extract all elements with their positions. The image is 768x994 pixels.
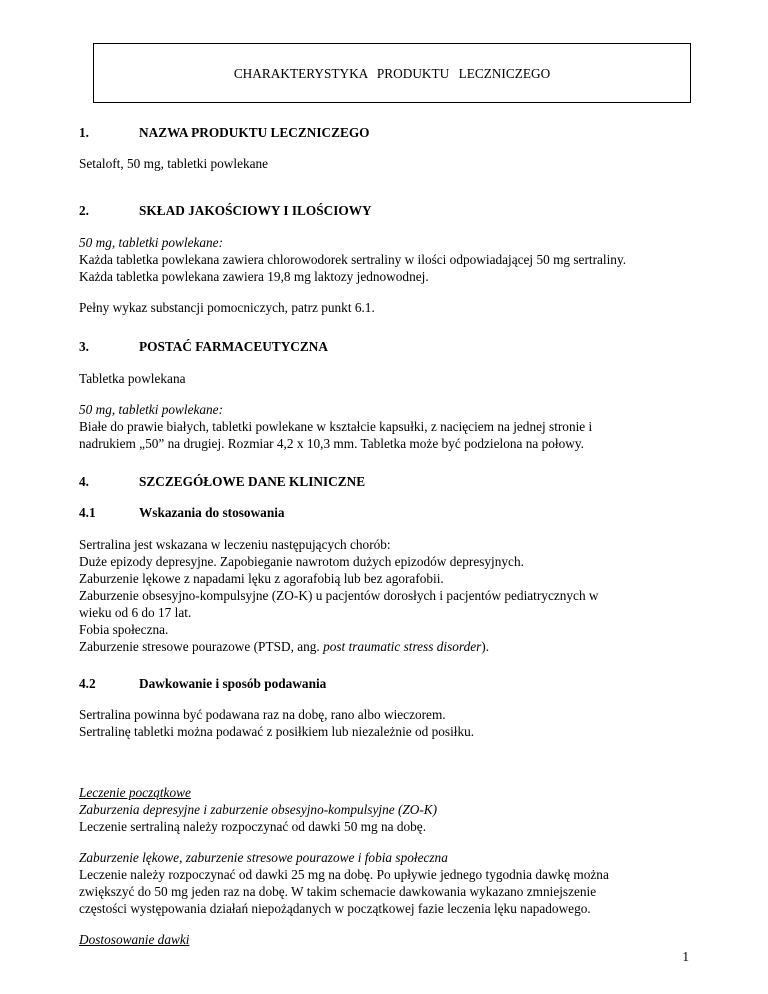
page-number: 1: [682, 949, 689, 964]
form-description-2: nadrukiem „50” na drugiej. Rozmiar 4,2 x 10,3 mm. Tabletka może być podzielona na połowy.: [79, 436, 584, 451]
indication-intro: Sertralina jest wskazana w leczeniu następujących chorób:: [79, 537, 391, 552]
section-number: 3.: [79, 339, 89, 354]
initial-treatment-heading: Leczenie początkowe: [79, 785, 191, 800]
ptsd-text-end: ).: [481, 639, 490, 654]
dose-adjustment-heading: Dostosowanie dawki: [79, 932, 190, 947]
composition-subheading: 50 mg, tabletki powlekane:: [79, 235, 224, 250]
section-number: 1.: [79, 125, 89, 140]
dosage-line: zwiększyć do 50 mg jeden raz na dobę. W takim schemacie dawkowania wykazano zmniejszenie: [79, 884, 597, 899]
section-title: SKŁAD JAKOŚCIOWY I ILOŚCIOWY: [139, 203, 372, 218]
depression-ocd-subheading: Zaburzenia depresyjne i zaburzenie obsesyjno-kompulsyjne (ZO-K): [79, 802, 438, 817]
composition-line-2: Każda tabletka powlekana zawiera 19,8 mg laktozy jednowodnej.: [79, 269, 429, 284]
document-title: CHARAKTERYSTYKA PRODUKTU LECZNICZEGO: [233, 65, 551, 81]
indication-line: Fobia społeczna.: [79, 622, 169, 637]
excipients-reference: Pełny wykaz substancji pomocniczych, patrz punkt 6.1.: [79, 300, 375, 315]
indication-line: Duże epizody depresyjne. Zapobieganie nawrotom dużych epizodów depresyjnych.: [79, 554, 524, 569]
indication-line-ptsd: [79, 638, 699, 655]
section-number: 4.2: [79, 676, 96, 691]
form-description-1: Białe do prawie białych, tabletki powlekane w kształcie kapsułki, z nacięciem na jednej stronie i: [79, 419, 593, 434]
form-subheading: 50 mg, tabletki powlekane:: [79, 402, 224, 417]
pharmaceutical-form: Tabletka powlekana: [79, 371, 186, 386]
dosage-line: częstości występowania działań niepożądanych w początkowej fazie leczenia lęku napadowego.: [79, 901, 591, 916]
indication-line: Zaburzenie lękowe z napadami lęku z agorafobią lub bez agorafobii.: [79, 571, 444, 586]
product-name: Setaloft, 50 mg, tabletki powlekane: [79, 156, 269, 171]
dosage-line: Sertralinę tabletki można podawać z posiłkiem lub niezależnie od posiłku.: [79, 724, 475, 739]
ptsd-text: Zaburzenie stresowe pourazowe (PTSD, ang.: [79, 639, 324, 654]
indication-line: wieku od 6 do 17 lat.: [79, 605, 192, 620]
section-number: 4.1: [79, 505, 96, 520]
section-title: Wskazania do stosowania: [139, 505, 285, 520]
dosage-line: Leczenie sertraliną należy rozpoczynać od dawki 50 mg na dobę.: [79, 819, 427, 834]
section-title: Dawkowanie i sposób podawania: [139, 676, 327, 691]
anxiety-subheading: Zaburzenie lękowe, zaburzenie stresowe pourazowe i fobia społeczna: [79, 850, 448, 865]
section-number: 2.: [79, 203, 89, 218]
section-number: 4.: [79, 474, 89, 489]
ptsd-english-term: post traumatic stress disorder: [323, 639, 482, 654]
document-title-box: [93, 43, 691, 103]
dosage-line: Leczenie należy rozpoczynać od dawki 25 mg na dobę. Po upływie jednego tygodnia dawkę można: [79, 867, 609, 882]
indication-line: Zaburzenie obsesyjno-kompulsyjne (ZO-K) u pacjentów dorosłych i pacjentów pediatrycznych w: [79, 588, 599, 603]
section-title: POSTAĆ FARMACEUTYCZNA: [139, 339, 328, 354]
composition-line-1: Każda tabletka powlekana zawiera chlorowodorek sertraliny w ilości odpowiadającej 50 mg sertraliny.: [79, 252, 627, 267]
section-title: SZCZEGÓŁOWE DANE KLINICZNE: [139, 474, 366, 489]
section-title: NAZWA PRODUKTU LECZNICZEGO: [139, 125, 370, 140]
dosage-line: Sertralina powinna być podawana raz na dobę, rano albo wieczorem.: [79, 707, 446, 722]
